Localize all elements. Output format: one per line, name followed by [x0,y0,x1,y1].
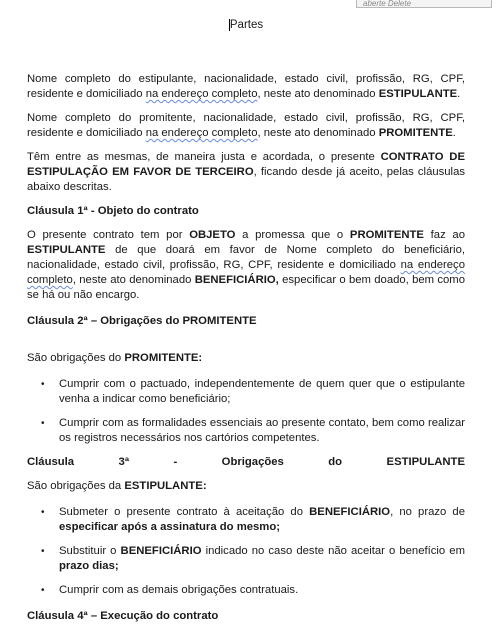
title-text: Partes [229,19,264,31]
p1-text-b: , neste ato denominado [257,88,379,100]
p2-text-b: , neste ato denominado [257,127,379,139]
bullet-icon: • [41,585,45,596]
p1-text-c: . [457,88,461,100]
p3-text-a: Têm entre as mesmas, de maneira justa e acordada, o presente [27,151,381,163]
p3-text-b: , ficando desde já aceito, pelas cláusulas abaixo descritas. [27,166,466,193]
p2-bold-promitente: PROMITENTE [378,127,453,139]
p2-text-a: Nome completo do promitente, nacionalidade, estado civil, profissão, RG, CPF, residente e domiciliado [27,112,465,139]
list-item-text: Cumprir com o pactuado, independentemente de quem quer que o estipulante venha a indicar como beneficiário; [59,378,465,405]
paragraph-agreement [27,150,465,195]
paragraph-objeto [27,228,465,303]
p4-bold-beneficiario: BENEFICIÁRIO, [194,274,279,286]
paragraph-obrigacoes-promitente [27,351,465,366]
paragraph-obrigacoes-estipulante [27,479,465,494]
estipulante-obligations-list [27,505,465,598]
document-title [27,18,465,33]
clause-3-heading: Cláusula 3ª - Obrigações do ESTIPULANTE [27,456,465,468]
p6-text-a: São obrigações da [27,480,125,492]
item3-text: Cumprir com as demais obrigações contratuais. [59,584,299,596]
p5-text-a: São obrigações do [27,352,125,364]
item2-bold-prazo: prazo dias; [59,560,119,572]
p2-address-placeholder: na endereço completo [145,127,258,139]
list-item [27,505,465,535]
item1-bold-beneficiario: BENEFICIÁRIO [309,506,391,518]
clause-4-heading: Cláusula 4ª – Execução do contrato [27,610,219,622]
paragraph-promitente [27,111,465,141]
p2-text-c: . [452,127,456,139]
p5-bold-promitente: PROMITENTE: [124,352,203,364]
bullet-icon: • [41,546,45,557]
list-item [27,583,465,598]
p4-text-d: de que doará em favor de Nome completo do beneficiário, nacionalidade, estado civil, profissão, RG, CPF, residente e domiciliado [27,244,465,271]
item1-text-a: Submeter o presente contrato à aceitação do [59,506,310,518]
clause-2-heading: Cláusula 2ª – Obrigações do PROMITENTE [27,315,257,327]
item1-text-b: , no prazo de [390,506,465,518]
toolbar-text: aberte Delete [363,0,412,8]
p4-bold-estipulante: ESTIPULANTE [27,244,106,256]
list-item [27,377,465,407]
bullet-icon: • [41,507,45,518]
list-item [27,416,465,446]
p4-text-f: especificar o bem doado, bem como se há ou não encargo. [27,274,465,301]
p4-text-a: O presente contrato tem por [27,229,190,241]
item2-text-a: Substituir o [59,545,121,557]
p4-bold-promitente: PROMITENTE [349,229,424,241]
bullet-icon: • [41,379,45,390]
clause-1-heading: Cláusula 1ª - Objeto do contrato [27,205,199,217]
document-page [27,14,465,624]
item1-bold-prazo: especificar após a assinatura do mesmo; [59,521,281,533]
list-item [27,544,465,574]
p4-text-c: faz ao [423,229,465,241]
p3-bold-contract: CONTRATO DE ESTIPULAÇÃO EM FAVOR DE TERCEIRO [27,151,465,178]
p4-text-e: , neste ato denominado [72,274,195,286]
promitente-obligations-list [27,377,465,446]
p4-address-placeholder: na endereço completo [27,259,465,286]
paragraph-estipulante [27,72,465,102]
item2-text-b: indicado no caso deste não aceitar o benefício em [201,545,465,557]
p1-bold-estipulante: ESTIPULANTE [378,88,458,100]
toolbar-strip [356,0,492,8]
item2-bold-beneficiario: BENEFICIÁRIO [120,545,202,557]
p4-bold-objeto: OBJETO [189,229,236,241]
bullet-icon: • [41,418,45,429]
p1-text-a: Nome completo do estipulante, nacionalidade, estado civil, profissão, RG, CPF, residente e domiciliado [27,73,465,100]
p1-address-placeholder: na endereço completo [145,88,258,100]
p4-text-b: a promessa que o [235,229,350,241]
list-item-text: Cumprir com as formalidades essenciais ao presente contato, bem como realizar os registros necessários nos cartórios competentes. [59,417,465,444]
p6-bold-estipulante: ESTIPULANTE: [124,480,207,492]
